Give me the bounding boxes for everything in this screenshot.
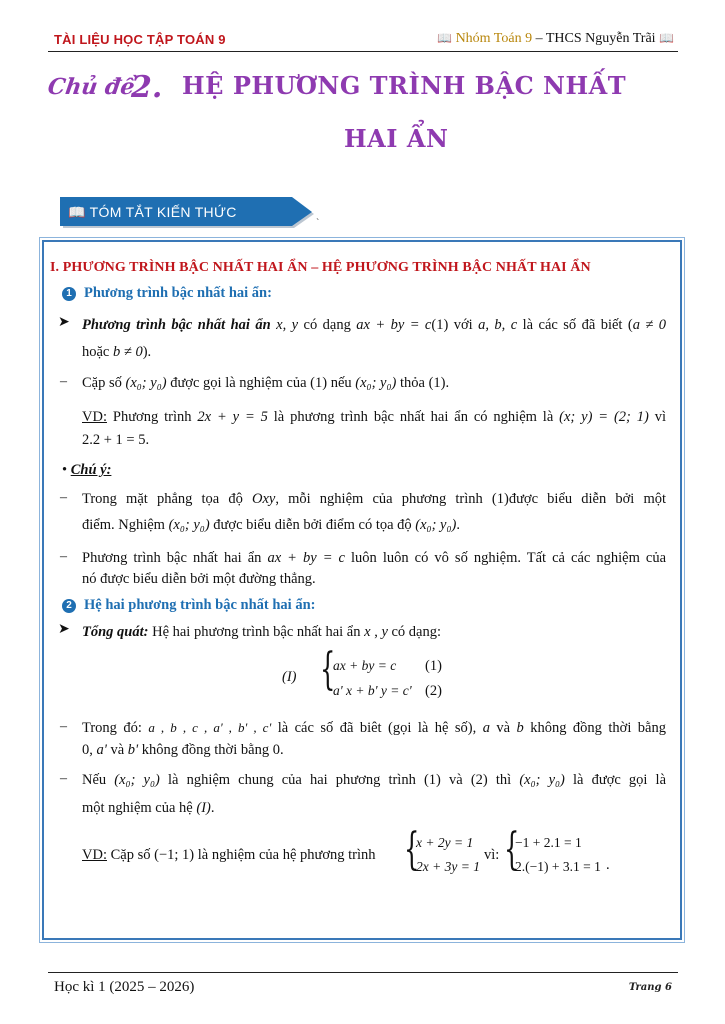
math-oxy: Oxy: [252, 491, 276, 507]
text: được biểu diễn bởi một: [508, 491, 666, 507]
text: với: [453, 317, 473, 333]
text: Phương trình bậc nhất hai ẩn: [82, 550, 262, 566]
text: được biểu diễn bởi điểm có tọa độ: [213, 517, 412, 533]
equation-ref: (1): [310, 375, 328, 391]
banner-tick: `: [316, 218, 320, 229]
math-solution: (x; y) = (2; 1): [559, 409, 649, 425]
text: .: [606, 857, 610, 873]
math-var: b: [516, 720, 524, 736]
math-pair: (x₀; y₀): [519, 772, 565, 788]
text: và: [449, 772, 463, 788]
text: .: [445, 375, 450, 391]
equation-ref: (1): [423, 772, 441, 788]
system-eq-2: a' x + b' y = c': [333, 683, 412, 698]
dash-bullet: –: [60, 719, 67, 734]
bullet: •: [62, 462, 68, 478]
text: , mỗi nghiệm của phương trình: [275, 491, 483, 507]
text: có dạng: [303, 317, 351, 333]
text: thì: [495, 772, 512, 788]
header-separator: –: [532, 31, 546, 46]
title-chu-de: Chủ đề: [46, 74, 137, 100]
text: nó được biểu diễn bởi một đường thẳng.: [82, 571, 316, 587]
example-check-2: 2.(−1) + 3.1 = 1: [515, 859, 601, 874]
book-icon: 📖: [68, 204, 86, 220]
math-var: b': [127, 742, 139, 758]
math-condition: a ≠ 0: [632, 317, 667, 333]
text: luôn luôn có vô số nghiệm. Tất cả các nghiệm của: [351, 550, 667, 566]
if-line-1: [82, 771, 666, 789]
example-1-line-2: [82, 431, 149, 449]
math-zero: 0: [82, 742, 90, 758]
note-1-line-1: [82, 490, 666, 508]
text: là các số đã biêt (gọi là hệ số),: [277, 720, 477, 736]
system-eq-2-number: (2): [425, 683, 442, 699]
text: Trong mặt phẳng tọa độ: [82, 491, 243, 507]
math-var: a': [96, 742, 107, 758]
equation-ref: (2): [470, 772, 488, 788]
summary-banner: [60, 197, 314, 229]
note-heading: [62, 461, 111, 479]
subsection-1: [62, 285, 272, 302]
note-label: Chú ý:: [70, 462, 112, 478]
math-pair: (x₀; y₀): [114, 772, 160, 788]
text: là được gọi là: [573, 772, 667, 788]
title-number: 2.: [131, 70, 163, 105]
math-pair: (x₀; y₀): [125, 375, 167, 391]
text: Hệ hai phương trình bậc nhất hai ẩn: [152, 624, 361, 640]
system-brace: {: [504, 824, 520, 875]
footer-semester: Học kì 1 (2025 – 2026): [54, 979, 195, 995]
text: có dạng:: [391, 624, 442, 640]
page-title-line1: HỆ PHƯƠNG TRÌNH BẬC NHẤT: [182, 71, 627, 100]
dash-bullet: –: [60, 771, 67, 786]
text: không đồng thời bằng: [530, 720, 666, 736]
text: vì:: [484, 847, 500, 863]
text: Cặp số: [110, 847, 151, 863]
page-number: Trang 6: [628, 982, 672, 993]
math-consts: a, b, c: [478, 317, 518, 333]
math-coefficients: a , b , c , a' , b' , c': [148, 720, 272, 735]
example-1-line-1: [82, 408, 666, 426]
text: là phương trình bậc nhất hai ẩn có nghiệm là: [273, 409, 554, 425]
number-badge-1: 1: [62, 287, 76, 301]
system-brace: {: [404, 824, 420, 875]
number-badge-2: 2: [62, 599, 76, 613]
text: là các số đã biết (: [522, 317, 633, 333]
header-group-name: Nhóm Toán 9: [455, 31, 533, 46]
math-equation: ax + by = c: [267, 550, 345, 566]
math-var: a: [482, 720, 490, 736]
text: nếu: [330, 375, 352, 391]
math-pair: (x₀; y₀): [355, 375, 397, 391]
text: vì: [654, 409, 667, 425]
system-label: (I): [282, 669, 297, 685]
math-var: x: [364, 624, 371, 640]
page-footer: [48, 972, 678, 995]
example-system-eq-1: x + 2y = 1: [416, 835, 474, 850]
system-brace: {: [320, 644, 336, 695]
text: hoặc: [82, 344, 110, 360]
math-equation: ax + by = c: [356, 317, 432, 333]
math-zero: 0: [272, 742, 280, 758]
header-group: [437, 31, 674, 47]
example-check-1: −1 + 2.1 = 1: [515, 835, 582, 850]
subsection-2-title: Hệ hai phương trình bậc nhất hai ẩn:: [84, 597, 316, 613]
equation-ref: (1): [428, 375, 446, 391]
text: Phương trình: [112, 409, 192, 425]
note-1-line-2: [82, 516, 460, 534]
system-ref: (I): [196, 800, 211, 816]
text: và: [496, 720, 511, 736]
arrow-bullet-icon: ➤: [58, 314, 70, 330]
if-line-2: một nghiệm của hệ (I).: [82, 800, 215, 816]
subsection-1-title: Phương trình bậc nhất hai ẩn:: [84, 285, 272, 301]
text: Nếu: [82, 772, 107, 788]
general-form-line: Tổng quát: Hệ hai phương trình bậc nhất hai ẩn x , y có dạng:: [82, 624, 442, 640]
example-label: VD:: [82, 847, 107, 863]
example-2-text: [82, 846, 376, 864]
page-header: [48, 30, 678, 52]
text: một nghiệm của hệ: [82, 800, 193, 816]
arrow-bullet-icon: ➤: [58, 621, 70, 637]
math-pair: (x₀; y₀): [168, 517, 210, 533]
section-title: I. PHƯƠNG TRÌNH BẬC NHẤT HAI ẨN – HỆ PHƯƠNG TRÌNH BẬC NHẤT HAI ẨN: [50, 260, 591, 275]
text: điểm. Nghiệm: [82, 517, 165, 533]
definition-lead: Phương trình bậc nhất hai ẩn: [82, 317, 271, 333]
text: ).: [142, 344, 152, 360]
math-equation: 2x + y = 5: [197, 409, 268, 425]
book-icon: 📖: [437, 31, 453, 45]
definition-line-1: [82, 316, 666, 334]
banner-label: [68, 204, 237, 221]
text: Cặp số: [82, 375, 122, 391]
dash-bullet: –: [60, 374, 67, 389]
subsection-2: [62, 597, 315, 614]
math-pair: (x₀; y₀): [415, 517, 457, 533]
example-system-eq-2: 2x + 3y = 1: [416, 859, 480, 874]
note-2-line-1: [82, 549, 666, 567]
math-condition: b ≠ 0: [113, 344, 143, 360]
text: là nghiệm chung của hai phương trình: [167, 772, 416, 788]
dash-bullet: –: [60, 490, 67, 505]
text: thỏa: [399, 375, 425, 391]
text: và: [110, 742, 125, 758]
banner-label-text: TÓM TẮT KIẾN THỨC: [89, 204, 237, 220]
note-2-line-2: [82, 570, 316, 588]
system-eq-1-number: (1): [425, 658, 442, 674]
text: là nghiệm của hệ phương trình: [197, 847, 376, 863]
text: không đồng thời bằng: [141, 742, 270, 758]
header-doc-title: TÀI LIỆU HỌC TẬP TOÁN 9: [54, 32, 226, 47]
text: Trong đó:: [82, 720, 142, 736]
math-pair: (−1; 1): [154, 847, 195, 863]
header-school: THCS Nguyễn Trãi: [545, 31, 656, 46]
where-line-1: [82, 719, 666, 737]
math-vars: x, y: [276, 317, 299, 333]
text: được gọi là nghiệm của: [170, 375, 307, 391]
definition-line-2: [82, 343, 151, 361]
math-var: y: [381, 624, 388, 640]
book-icon: 📖: [659, 31, 674, 45]
where-line-2: 0, a' và b' không đồng thời bằng 0.: [82, 742, 284, 758]
example-label: VD:: [82, 409, 107, 425]
dash-bullet: –: [60, 549, 67, 564]
text: .: [456, 517, 460, 533]
system-eq-1: ax + by = c: [333, 658, 397, 673]
solution-definition: [82, 374, 449, 392]
page-title-line2: HAI ẨN: [344, 124, 449, 153]
equation-number: (1): [431, 317, 449, 333]
general-lead: Tổng quát:: [82, 624, 149, 640]
equation-ref: (1): [491, 491, 509, 507]
math-check: 2.2 + 1 = 5.: [82, 432, 150, 448]
